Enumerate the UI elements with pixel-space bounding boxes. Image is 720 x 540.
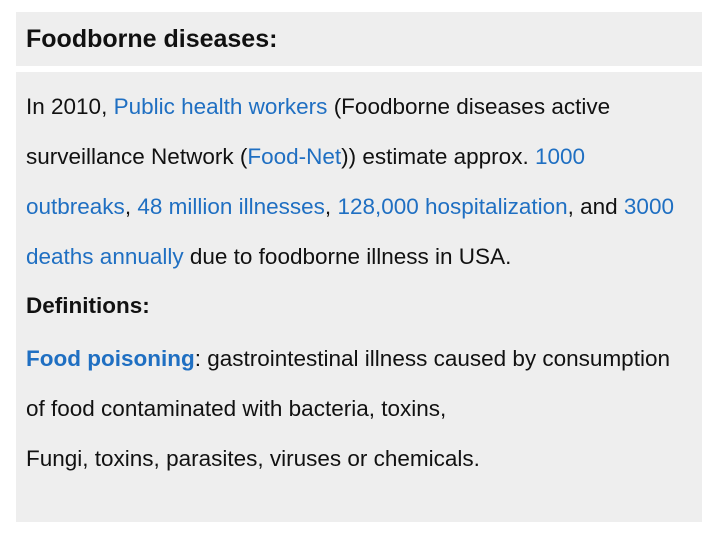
intro-text-4: , [124, 194, 138, 219]
highlight-public-health-workers: Public health workers [113, 94, 328, 119]
highlight-deaths: 3000 deaths annually [26, 194, 674, 269]
slide-title: Foodborne diseases: [26, 25, 278, 53]
intro-text-5: , [324, 194, 338, 219]
intro-paragraph [26, 82, 692, 282]
definition-text: : gastrointestinal illness caused by consumption of food contaminated with bacteria, toxins, [26, 346, 670, 421]
definitions-heading: Definitions: [26, 293, 150, 318]
highlight-food-net: Food-Net [247, 144, 342, 169]
content-panel [16, 72, 702, 522]
title-panel [16, 12, 702, 66]
intro-text-3: )) estimate approx. [341, 144, 535, 169]
highlight-outbreaks: 1000 outbreaks [26, 144, 586, 219]
intro-text-6: , and [567, 194, 624, 219]
highlight-illnesses: 48 million illnesses [137, 194, 325, 219]
intro-text-2: (Foodborne diseases active surveillance Network ( [26, 94, 611, 169]
highlight-hospitalization: 128,000 hospitalization [337, 194, 568, 219]
intro-text-1: In 2010, [26, 94, 114, 119]
food-poisoning-definition [26, 334, 692, 434]
term-food-poisoning: Food poisoning [26, 346, 195, 371]
intro-text-7: due to foodborne illness in USA. [183, 244, 512, 269]
food-poisoning-continuation: Fungi, toxins, parasites, viruses or chemicals. [26, 446, 480, 471]
